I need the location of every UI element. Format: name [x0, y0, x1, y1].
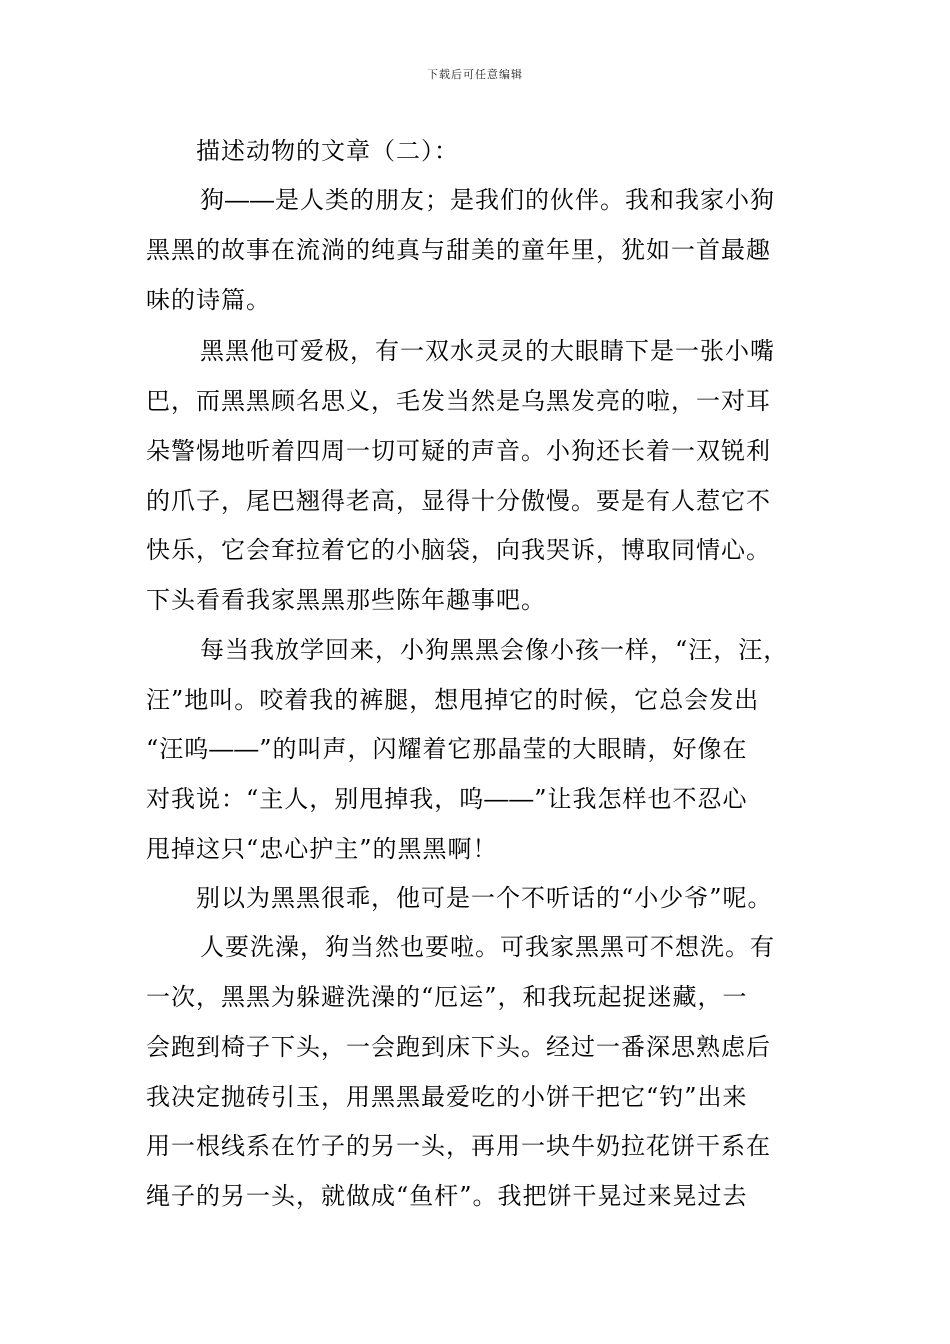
text-line: 对我说：“主人，别甩掉我，呜――”让我怎样也不忍心	[146, 785, 748, 813]
text-line: “汪呜――”的叫声，闪耀着它那晶莹的大眼睛，好像在	[146, 735, 748, 763]
text-line: 快乐，它会耷拉着它的小脑袋，向我哭诉，博取同情心。	[146, 536, 771, 564]
text-line: 别以为黑黑很乖，他可是一个不听话的“小少爷”呢。	[196, 884, 773, 912]
text-line: 会跑到椅子下头，一会跑到床下头。经过一番深思熟虑后	[146, 1033, 771, 1061]
text-line: 甩掉这只“忠心护主”的黑黑啊！	[146, 835, 498, 863]
text-line: 一次，黑黑为躲避洗澡的“厄运”，和我玩起捉迷藏，一	[146, 983, 748, 1011]
text-line: 用一根线系在竹子的另一头，再用一块牛奶拉花饼干系在	[146, 1132, 771, 1160]
text-line: 人要洗澡，狗当然也要啦。可我家黑黑可不想洗。有	[200, 933, 775, 961]
text-line: 朵警惕地听着四周一切可疑的声音。小狗还长着一双锐利	[146, 437, 771, 465]
text-line: 黑黑他可爱极，有一双水灵灵的大眼睛下是一张小嘴	[200, 337, 775, 365]
text-line: 巴，而黑黑顾名思义，毛发当然是乌黑发亮的啦，一对耳	[146, 387, 771, 415]
text-line: 黑黑的故事在流淌的纯真与甜美的童年里，犹如一首最趣	[146, 236, 771, 264]
page-header-note: 下载后可任意编辑	[427, 68, 523, 81]
text-line: 汪”地叫。咬着我的裤腿，想甩掉它的时候，它总会发出	[146, 686, 760, 714]
text-line: 绳子的另一头，就做成“鱼杆”。我把饼干晃过来晃过去	[146, 1182, 748, 1210]
text-line: 味的诗篇。	[146, 286, 271, 314]
document-title: 描述动物的文章（二）：	[196, 137, 459, 165]
text-line: 我决定抛砖引玉，用黑黑最爱吃的小饼干把它“钓”出来	[146, 1083, 748, 1111]
text-line: 下头看看我家黑黑那些陈年趣事吧。	[146, 586, 546, 614]
text-line: 每当我放学回来，小狗黑黑会像小孩一样，“汪，汪，	[200, 636, 789, 664]
text-line: 的爪子，尾巴翘得老高，显得十分傲慢。要是有人惹它不	[146, 487, 771, 515]
text-line: 狗――是人类的朋友；是我们的伙伴。我和我家小狗	[200, 186, 775, 214]
